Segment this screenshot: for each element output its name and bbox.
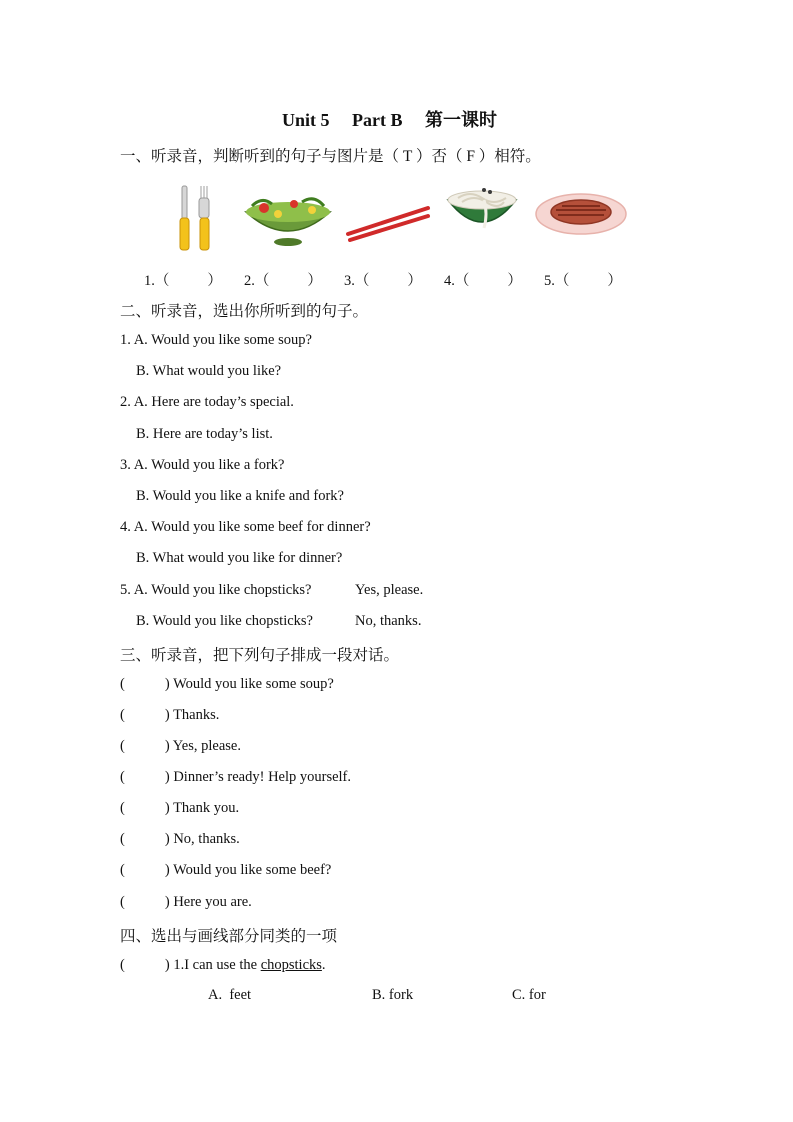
underlined-word: chopsticks (260, 957, 322, 973)
s2-q1-option-a[interactable]: 1. A. Would you like some soup? (120, 332, 312, 348)
answer-blank-3[interactable]: 3.（ ） (344, 273, 422, 289)
section1-heading: 一、听录音，判断听到的句子与图片是（ T ）否（ F ）相符。 (120, 148, 541, 165)
answer-blank-5[interactable]: 5.（ ） (544, 273, 622, 289)
s2-q2-option-a[interactable]: 2. A. Here are today’s special. (120, 394, 294, 410)
s3-item-1[interactable]: ( ) Would you like some soup? (120, 676, 334, 692)
s4-option-c[interactable]: C. for (512, 987, 546, 1003)
s2-q1-option-b[interactable]: B. What would you like? (136, 363, 282, 379)
page-title (282, 106, 497, 132)
chopsticks-icon (344, 200, 432, 242)
s2-q5-option-a[interactable]: 5. A. Would you like chopsticks? (120, 582, 312, 598)
s3-item-8[interactable]: ( ) Here you are. (120, 894, 252, 910)
s2-q4-option-a[interactable]: 4. A. Would you like some beef for dinner? (120, 519, 371, 535)
fork-and-knife-icon (176, 182, 216, 254)
title-lesson: 第一课时 (425, 110, 497, 130)
section2-heading: 二、听录音，选出你所听到的句子。 (120, 303, 369, 320)
salad-bowl-icon (242, 190, 334, 248)
noodles-bowl-icon (444, 184, 520, 240)
s3-item-5[interactable]: ( ) Thank you. (120, 800, 240, 816)
s2-q2-option-b[interactable]: B. Here are today’s list. (136, 426, 273, 442)
answer-blank-4[interactable]: 4.（ ） (444, 273, 522, 289)
s4-option-b[interactable]: B. fork (372, 987, 414, 1003)
s2-q5-option-b[interactable]: B. Would you like chopsticks? (136, 613, 313, 629)
beef-steak-plate-icon (534, 190, 628, 236)
answer-blank-1[interactable]: 1.（ ） (144, 273, 222, 289)
s2-q3-option-b[interactable]: B. Would you like a knife and fork? (136, 488, 344, 504)
title-part: Part B (352, 110, 403, 130)
section3-heading: 三、听录音，把下列句子排成一段对话。 (120, 647, 400, 664)
s4-question-1[interactable]: ( ) 1.I can use the chopsticks. (120, 957, 326, 973)
s4-option-a[interactable]: A. feet (208, 987, 252, 1003)
s3-item-4[interactable]: ( ) Dinner’s ready! Help yourself. (120, 769, 352, 785)
s2-q3-option-a[interactable]: 3. A. Would you like a fork? (120, 457, 285, 473)
section4-heading: 四、选出与画线部分同类的一项 (120, 928, 338, 945)
s2-q5-option-a-reply: Yes, please. (355, 582, 424, 598)
s3-item-2[interactable]: ( ) Thanks. (120, 707, 220, 723)
s3-item-7[interactable]: ( ) Would you like some beef? (120, 862, 332, 878)
s3-item-3[interactable]: ( ) Yes, please. (120, 738, 241, 754)
s2-q4-option-b[interactable]: B. What would you like for dinner? (136, 550, 343, 566)
s2-q5-option-b-reply: No, thanks. (355, 613, 422, 629)
answer-blank-2[interactable]: 2.（ ） (244, 273, 322, 289)
s3-item-6[interactable]: ( ) No, thanks. (120, 831, 240, 847)
title-unit: Unit 5 (282, 110, 330, 130)
